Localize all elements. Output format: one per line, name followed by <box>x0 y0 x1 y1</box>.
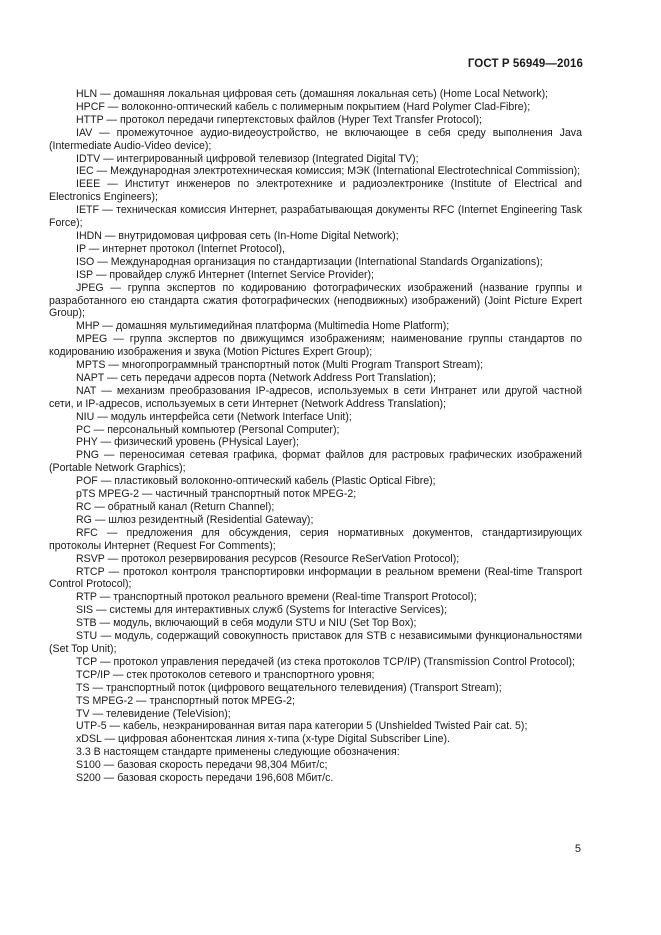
document-header: ГОСТ Р 56949—2016 <box>467 58 583 70</box>
abbreviation-entry: STB — модуль, включающий в себя модули STU и NIU (Set Top Box); <box>76 617 417 630</box>
abbreviation-entry: HTTP — протокол передачи гипертекстовых файлов (Hyper Text Transfer Protocol); <box>76 113 482 126</box>
abbreviation-entry: RFC — предложения для обсуждения, серия нормативных документов, стандартизирующих протоколы Интернет (Request For Comments); <box>49 526 582 552</box>
abbreviation-entry: PC — персональный компьютер (Personal Computer); <box>76 423 340 436</box>
abbreviation-entry: TCP — протокол управления передачей (из стека протоколов TCP/IP) (Transmission Control Protocol); <box>76 655 576 668</box>
abbreviation-entry: 3.3 В настоящем стандарте применены следующие обозначения: <box>76 746 400 759</box>
abbreviation-entry: xDSL — цифровая абонентская линия x-типа (x-type Digital Subscriber Line). <box>76 733 450 746</box>
abbreviation-entry: NAPT — сеть передачи адресов порта (Network Address Port Translation); <box>76 371 436 384</box>
abbreviation-entry: RG — шлюз резидентный (Residential Gateway); <box>76 513 314 526</box>
abbreviation-entry: MHP — домашняя мультимедийная платформа (Multimedia Home Platform); <box>76 320 450 333</box>
abbreviation-entry: RSVP — протокол резервирования ресурсов (Resource ReSerVation Protocol); <box>76 552 460 565</box>
abbreviation-entry: IDTV — интегрированный цифровой телевизор (Integrated Digital TV); <box>76 152 419 165</box>
abbreviation-entry: RTCP — протокол контроля транспортировки информации в реальном времени (Real-time Transport Control Protocol); <box>49 565 582 591</box>
abbreviation-entry: SIS — системы для интерактивных служб (Systems for Interactive Services); <box>76 604 448 617</box>
abbreviation-entry: IP — интернет протокол (Internet Protocol), <box>76 242 285 255</box>
abbreviation-entry: S200 — базовая скорость передачи 196,608 Мбит/с. <box>76 772 334 785</box>
abbreviation-entry: UTP-5 — кабель, неэкранированная витая пара категории 5 (Unshielded Twisted Pair cat. 5); <box>76 720 528 733</box>
abbreviation-entry: IEEE — Институт инженеров по электротехнике и радиоэлектронике (Institute of Electrical and Electronics Engineers); <box>49 178 582 204</box>
abbreviation-entry: TS MPEG-2 — транспортный поток MPEG-2; <box>76 694 295 707</box>
abbreviation-entry: IAV — промежуточное аудио-видеоустройство, не включающее в себя среду выполнения Java (Intermediate Audio-Video device); <box>49 126 582 152</box>
abbreviation-entry: NAT — механизм преобразования IP-адресов, используемых в сети Интранет или другой частной сети, и IP-адресов, используемых в сети Интернет (Network Address Translation); <box>49 384 582 410</box>
abbreviation-entry: TCP/IP — стек протоколов сетевого и транспортного уровня; <box>76 668 375 681</box>
page-number: 5 <box>574 843 581 855</box>
abbreviation-entry: IHDN — внутридомовая цифровая сеть (In-Home Digital Network); <box>76 229 399 242</box>
abbreviation-entry: STU — модуль, содержащий совокупность приставок для STB с независимыми функциональностями (Set Top Unit); <box>49 630 582 655</box>
abbreviation-entry: MPTS — многопрограммный транспортный поток (Multi Program Transport Stream); <box>76 359 484 372</box>
abbreviation-entry: RTP — транспортный протокол реального времени (Real-time Transport Protocol); <box>76 591 477 604</box>
abbreviation-entry: RC — обратный канал (Return Channel); <box>76 501 275 513</box>
abbreviation-entry: NIU — модуль интерфейса сети (Network Interface Unit); <box>76 410 352 423</box>
abbreviation-entry: PHY — физический уровень (PHysical Layer); <box>76 436 299 449</box>
abbreviation-entry: TV — телевидение (TeleVision); <box>76 707 231 720</box>
abbreviations-list <box>49 88 582 785</box>
abbreviation-entry: ISP — провайдер служб Интернет (Internet Service Provider); <box>76 268 374 281</box>
abbreviation-entry: MPEG — группа экспертов по движущимся изображениям; наименование группы стандартов по кодированию изображения и звука (Motion Pictures Expert Group); <box>49 333 582 359</box>
abbreviation-entry: IETF — техническая комиссия Интернет, разрабатывающая документы RFC (Internet Engineering Task Force); <box>49 204 582 230</box>
abbreviation-entry: TS — транспортный поток (цифрового вещательного телевидения) (Transport Stream); <box>76 681 502 694</box>
abbreviation-entry: PNG — переносимая сетевая графика, формат файлов для растровых графических изображений (Portable Network Graphics); <box>49 449 582 475</box>
abbreviation-entry: IEC — Международная электротехническая комиссия; МЭК (International Electrotechnical Commission); <box>76 165 581 178</box>
abbreviation-entry: S100 — базовая скорость передачи 98,304 Мбит/с; <box>76 759 328 772</box>
abbreviation-entry: ISO — Международная организация по стандартизации (International Standards Organizations); <box>76 255 543 268</box>
abbreviation-entry: JPEG — группа экспертов по кодированию фотографических изображений (название группы и разработанного ею стандарта сжатия фотографических (неподвижных) изображений) (Joint Picture Expert Group); <box>49 281 582 320</box>
abbreviation-entry: pTS MPEG-2 — частичный транспортный поток MPEG-2; <box>76 488 357 501</box>
abbreviation-entry: HLN — домашняя локальная цифровая сеть (домашняя локальная сеть) (Home Local Network); <box>76 88 549 100</box>
abbreviation-entry: HPCF — волоконно-оптический кабель с полимерным покрытием (Hard Polymer Clad-Fibre); <box>76 100 531 113</box>
abbreviation-entry: POF — пластиковый волоконно-оптический кабель (Plastic Optical Fibre); <box>76 475 436 488</box>
